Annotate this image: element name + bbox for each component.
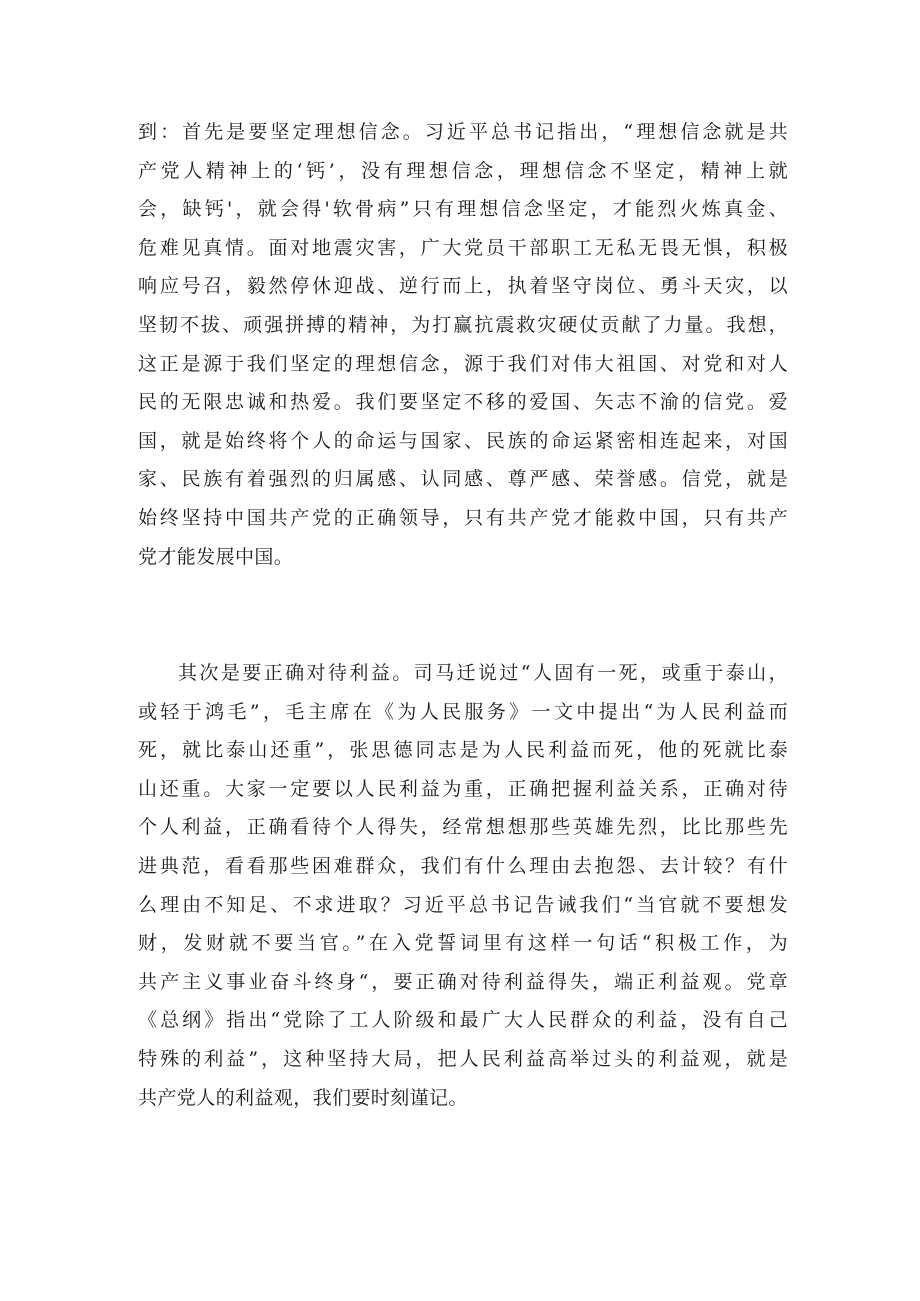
paragraph-ideals-and-beliefs — [138, 113, 788, 576]
text-line: 死，就比泰山还重”，张思德同志是为人民利益而死，他的死就比泰 — [138, 739, 788, 762]
text-line: 会，缺钙'，就会得'软骨病”只有理想信念坚定，才能烈火炼真金、 — [138, 198, 788, 221]
text-line: 党才能发展中国。 — [138, 545, 294, 568]
text-line: 么理由不知足、不求进取？习近平总书记告诫我们“当官就不要想发 — [138, 893, 788, 916]
text-line: 坚韧不拔、顽强拼搏的精神，为打赢抗震救灾硬仗贡献了力量。我想， — [138, 313, 788, 336]
text-line: 共产主义事业奋斗终身“，要正确对待利益得失，端正利益观。党章 — [138, 970, 788, 993]
text-line: 民的无限忠诚和热爱。我们要坚定不移的爱国、矢志不渝的信党。爱 — [138, 391, 788, 414]
text-line: 这正是源于我们坚定的理想信念，源于我们对伟大祖国、对党和对人 — [138, 352, 788, 375]
text-line: 其次是要正确对待利益。司马迁说过“人固有一死，或重于泰山， — [178, 662, 788, 684]
text-line: 危难见真情。面对地震灾害，广大党员干部职工无私无畏无惧，积极 — [138, 236, 788, 259]
text-line: 山还重。大家一定要以人民利益为重，正确把握利益关系，正确对待 — [138, 777, 788, 800]
text-line: 特殊的利益”，这种坚持大局，把人民利益高举过头的利益观，就是 — [138, 1047, 788, 1070]
text-line: 共产党人的利益观，我们要时刻谨记。 — [138, 1086, 468, 1109]
text-line: 国，就是始终将个人的命运与国家、民族的命运紧密相连起来，对国 — [138, 429, 788, 452]
text-line: 财，发财就不要当官。”在入党誓词里有这样一句话“积极工作，为 — [138, 932, 788, 955]
text-line: 始终坚持中国共产党的正确领导，只有共产党才能救中国，只有共产 — [138, 506, 788, 529]
text-line: 进典范，看看那些困难群众，我们有什么理由去抱怨、去计较？有什 — [138, 854, 788, 877]
text-line: 个人利益，正确看待个人得失，经常想想那些英雄先烈，比比那些先 — [138, 816, 788, 839]
paragraph-correct-view-of-interests — [138, 654, 788, 1117]
text-line: 到：首先是要坚定理想信念。习近平总书记指出，“理想信念就是共 — [138, 121, 788, 143]
text-line: 响应号召，毅然停休迎战、逆行而上，执着坚守岗位、勇斗天灾，以 — [138, 275, 788, 298]
text-line: 《总纲》指出“党除了工人阶级和最广大人民群众的利益，没有自己 — [138, 1009, 788, 1032]
text-line: 或轻于鸿毛”，毛主席在《为人民服务》一文中提出“为人民利益而 — [138, 700, 788, 723]
text-line: 家、民族有着强烈的归属感、认同感、尊严感、荣誉感。信党，就是 — [138, 468, 788, 491]
text-line: 产党人精神上的‘钙’，没有理想信念，理想信念不坚定，精神上就 — [138, 159, 788, 182]
